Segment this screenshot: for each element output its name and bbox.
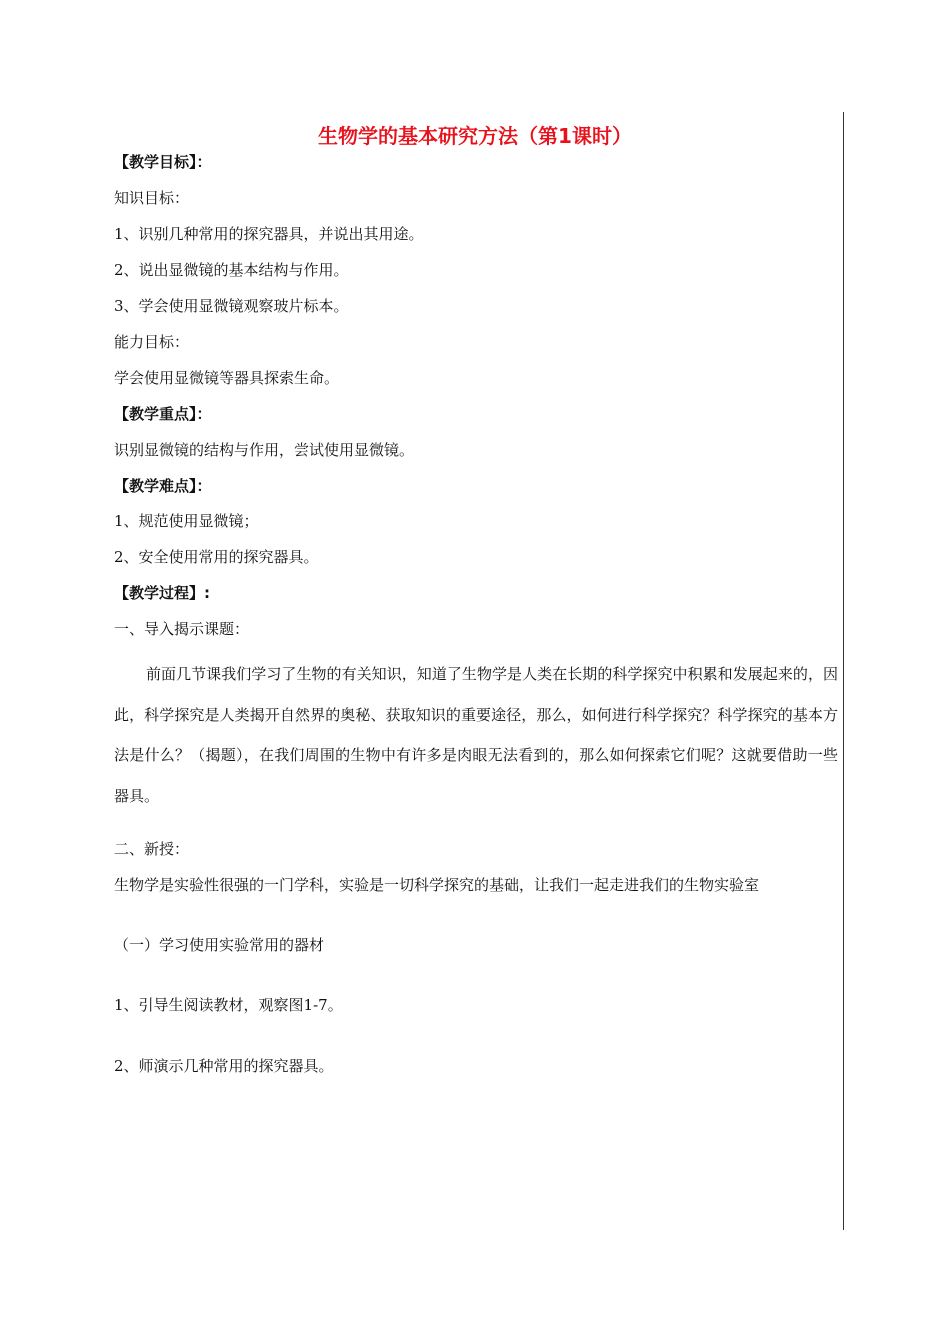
intro-label: 一、导入揭示课题： — [114, 620, 250, 638]
document-title: 生物学的基本研究方法（第1课时） — [318, 124, 632, 148]
subsection-label: （一）学习使用实验常用的器材 — [114, 936, 325, 954]
objectives-heading: 【教学目标】： — [114, 153, 212, 171]
intro-paragraph: 前面几节课我们学习了生物的有关知识，知道了生物学是人类在长期的科学探究中积累和发展起来的，因此，科学探究是人类揭开自然界的奥秘、获取知识的重要途径，那么，如何进行科学探究？科学探究的基本方法是什么？（揭题），在我们周围的生物中有许多是肉眼无法看到的，那么如何探索它们呢？这就要借助一些器具。 — [114, 665, 838, 805]
difficulties-heading: 【教学难点】： — [114, 477, 212, 495]
difficulty-item: 2、安全使用常用的探究器具。 — [114, 548, 319, 566]
key-points-heading: 【教学重点】： — [114, 405, 212, 423]
step-item: 2、师演示几种常用的探究器具。 — [114, 1057, 334, 1075]
key-points-text: 识别显微镜的结构与作用，尝试使用显微镜。 — [114, 441, 415, 459]
new-lesson-label: 二、新授： — [114, 840, 190, 858]
ability-text: 学会使用显微镜等器具探索生命。 — [114, 369, 340, 387]
knowledge-item: 2、说出显微镜的基本结构与作用。 — [114, 261, 349, 279]
knowledge-item: 1、识别几种常用的探究器具，并说出其用途。 — [114, 225, 424, 243]
knowledge-label: 知识目标： — [114, 189, 190, 207]
knowledge-item: 3、学会使用显微镜观察玻片标本。 — [114, 297, 349, 315]
difficulty-item: 1、规范使用显微镜； — [114, 512, 259, 530]
right-margin-rule — [843, 112, 844, 1230]
new-lesson-text: 生物学是实验性很强的一门学科，实验是一切科学探究的基础，让我们一起走进我们的生物实验室 — [114, 876, 760, 894]
process-heading: 【教学过程】: — [114, 584, 210, 602]
step-item: 1、引导生阅读教材，观察图1-7。 — [114, 996, 343, 1014]
ability-label: 能力目标： — [114, 333, 190, 351]
